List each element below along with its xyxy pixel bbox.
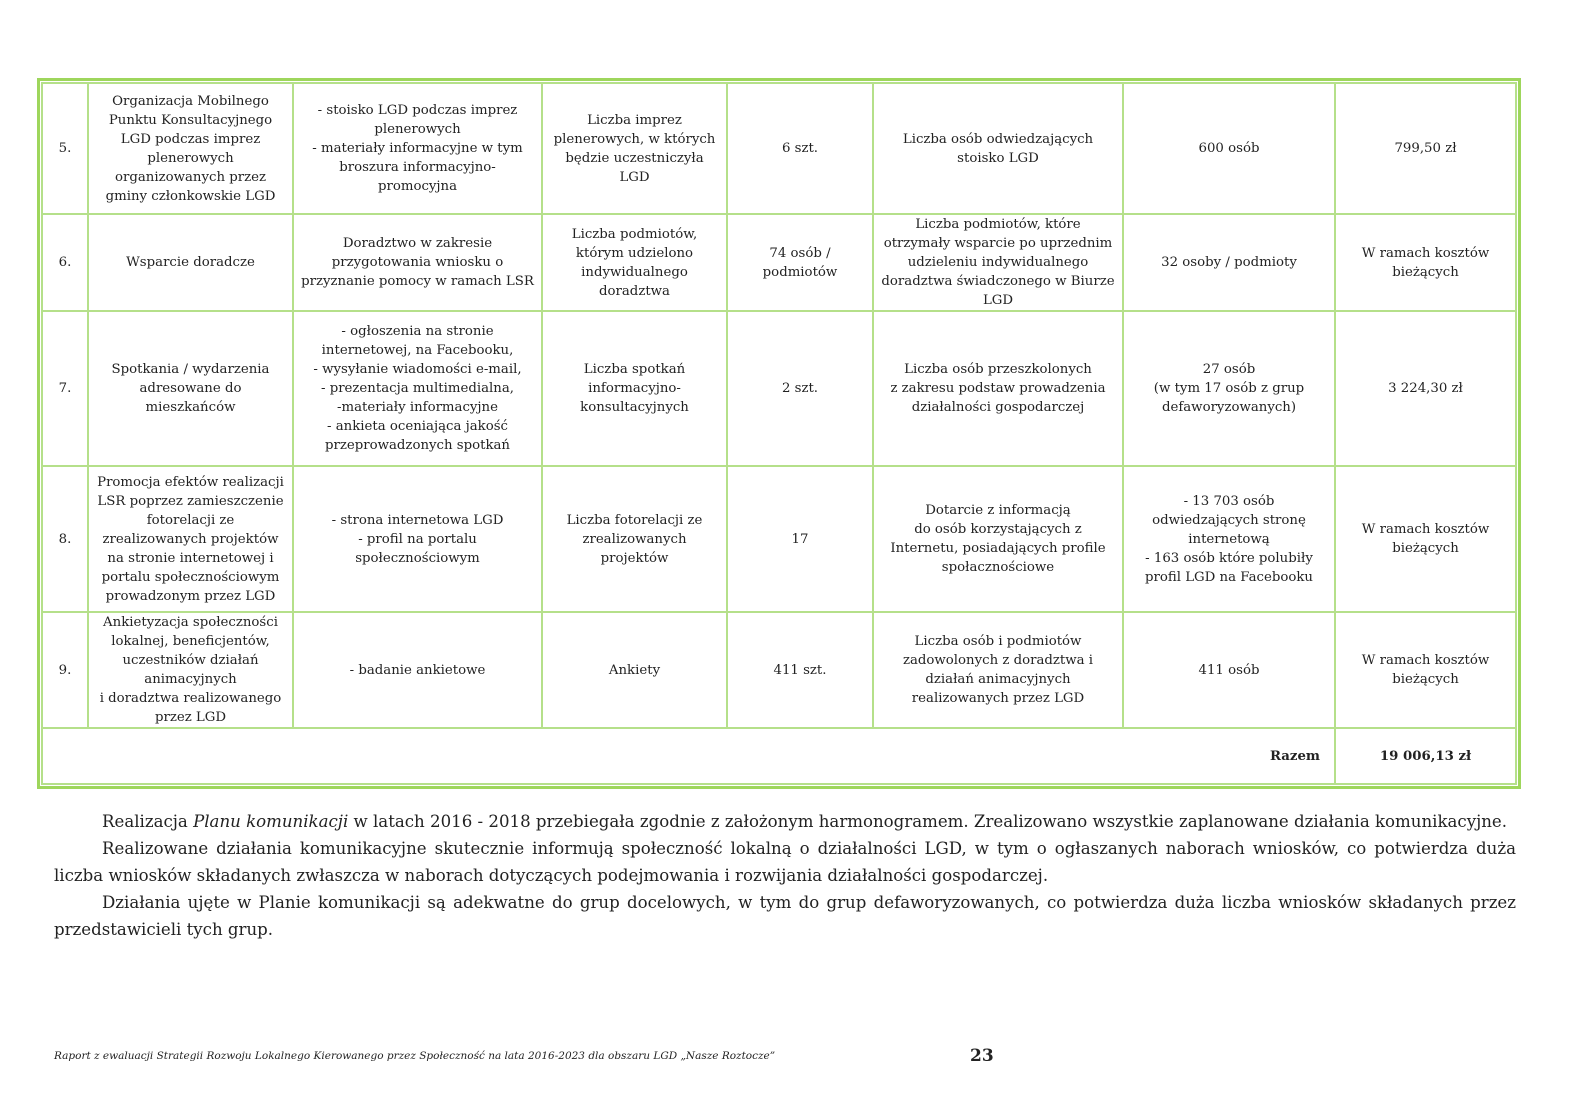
paragraph-effectiveness: Realizowane działania komunikacyjne skutecznie informują społeczność lokalną o działalności LGD, w tym o ogłaszanych naborach wniosków, co potwierdza duża liczba wniosków składanych zwłaszcza w naborach dotyczących podejmowania i rozwijania działalności gospodarczej. — [54, 839, 1516, 885]
cost-cell: 3 224,30 zł — [1335, 311, 1516, 466]
plan-title-emphasis: Planu komunikacji — [193, 812, 349, 831]
cost-cell: 799,50 zł — [1335, 83, 1516, 214]
indicator-cell: Liczba podmiotów, którym udzielono indywidualnego doradztwa — [542, 214, 727, 311]
row-number: 5. — [42, 83, 88, 214]
total-value: 19 006,13 zł — [1335, 728, 1516, 784]
indicator-cell: Liczba spotkań informacyjno- konsultacyjnych — [542, 311, 727, 466]
table-row — [42, 612, 1516, 728]
table-row — [42, 83, 1516, 214]
paragraph-plan-realization — [54, 808, 1516, 835]
indicator-value-cell: 6 szt. — [727, 83, 873, 214]
means-cell: Doradztwo w zakresie przygotowania wniosku o przyznanie pomocy w ramach LSR — [293, 214, 542, 311]
action-cell: Promocja efektów realizacji LSR poprzez zamieszczenie fotorelacji ze zrealizowanych projektów na stronie internetowej i portalu społecznościowym prowadzonym przez LGD — [88, 466, 293, 612]
effect-cell: Liczba osób i podmiotów zadowolonych z doradztwa i działań animacyjnych realizowanych przez LGD — [873, 612, 1123, 728]
effect-value-cell: 411 osób — [1123, 612, 1335, 728]
means-cell: - badanie ankietowe — [293, 612, 542, 728]
table-row — [42, 214, 1516, 311]
indicator-value-cell: 2 szt. — [727, 311, 873, 466]
cost-cell: W ramach kosztów bieżących — [1335, 612, 1516, 728]
action-cell: Ankietyzacja społeczności lokalnej, beneficjentów, uczestników działań animacyjnych i doradztwa realizowanego przez LGD — [88, 612, 293, 728]
effect-cell: Dotarcie z informacją do osób korzystających z Internetu, posiadających profile społacznościowe — [873, 466, 1123, 612]
indicator-value-cell: 411 szt. — [727, 612, 873, 728]
indicator-cell: Liczba imprez plenerowych, w których będzie uczestniczyła LGD — [542, 83, 727, 214]
effect-value-cell: - 13 703 osób odwiedzających stronę internetową - 163 osób które polubiły profil LGD na Facebooku — [1123, 466, 1335, 612]
paragraph-text: w latach 2016 - 2018 przebiegała zgodnie z założonym harmonogramem. Zrealizowano wszystkie zaplanowane działania komunikacyjne. — [348, 812, 1508, 831]
indicator-value-cell: 17 — [727, 466, 873, 612]
means-cell: - ogłoszenia na stronie internetowej, na Facebooku, - wysyłanie wiadomości e-mail, - prezentacja multimedialna, -materiały informacyjne - ankieta oceniająca jakość przeprowadzonych spotkań — [293, 311, 542, 466]
cost-cell: W ramach kosztów bieżących — [1335, 466, 1516, 612]
paragraph-text: Realizacja — [102, 812, 194, 831]
row-number: 6. — [42, 214, 88, 311]
cost-cell: W ramach kosztów bieżących — [1335, 214, 1516, 311]
row-number: 9. — [42, 612, 88, 728]
indicator-cell: Liczba fotorelacji ze zrealizowanych projektów — [542, 466, 727, 612]
means-cell: - strona internetowa LGD - profil na portalu społecznościowym — [293, 466, 542, 612]
table-row — [42, 311, 1516, 466]
table-row — [42, 466, 1516, 612]
total-label: Razem — [42, 728, 1335, 784]
effect-value-cell: 600 osób — [1123, 83, 1335, 214]
effect-cell: Liczba osób przeszkolonych z zakresu podstaw prowadzenia działalności gospodarczej — [873, 311, 1123, 466]
page-number: 23 — [970, 1046, 994, 1066]
action-cell: Spotkania / wydarzenia adresowane do mieszkańców — [88, 311, 293, 466]
row-number: 7. — [42, 311, 88, 466]
action-cell: Organizacja Mobilnego Punktu Konsultacyjnego LGD podczas imprez plenerowych organizowanych przez gminy członkowskie LGD — [88, 83, 293, 214]
indicator-value-cell: 74 osób / podmiotów — [727, 214, 873, 311]
row-number: 8. — [42, 466, 88, 612]
total-row — [42, 728, 1516, 784]
activities-table — [41, 82, 1517, 785]
paragraph-target-groups: Działania ujęte w Planie komunikacji są adekwatne do grup docelowych, w tym do grup defaworyzowanych, co potwierdza duża liczba wniosków składanych przez przedstawicieli tych grup. — [54, 893, 1516, 939]
indicator-cell: Ankiety — [542, 612, 727, 728]
effect-value-cell: 27 osób (w tym 17 osób z grup defaworyzowanych) — [1123, 311, 1335, 466]
means-cell: - stoisko LGD podczas imprez plenerowych - materiały informacyjne w tym broszura informacyjno- promocyjna — [293, 83, 542, 214]
footer-report-title: Raport z ewaluacji Strategii Rozwoju Lokalnego Kierowanego przez Społeczność na lata 2016-2023 dla obszaru LGD „Nasze Roztocze” — [54, 1050, 776, 1062]
effect-value-cell: 32 osoby / podmioty — [1123, 214, 1335, 311]
action-cell: Wsparcie doradcze — [88, 214, 293, 311]
effect-cell: Liczba osób odwiedzających stoisko LGD — [873, 83, 1123, 214]
activities-table-frame — [37, 78, 1521, 789]
effect-cell: Liczba podmiotów, które otrzymały wsparcie po uprzednim udzieleniu indywidualnego doradztwa świadczonego w Biurze LGD — [873, 214, 1123, 311]
